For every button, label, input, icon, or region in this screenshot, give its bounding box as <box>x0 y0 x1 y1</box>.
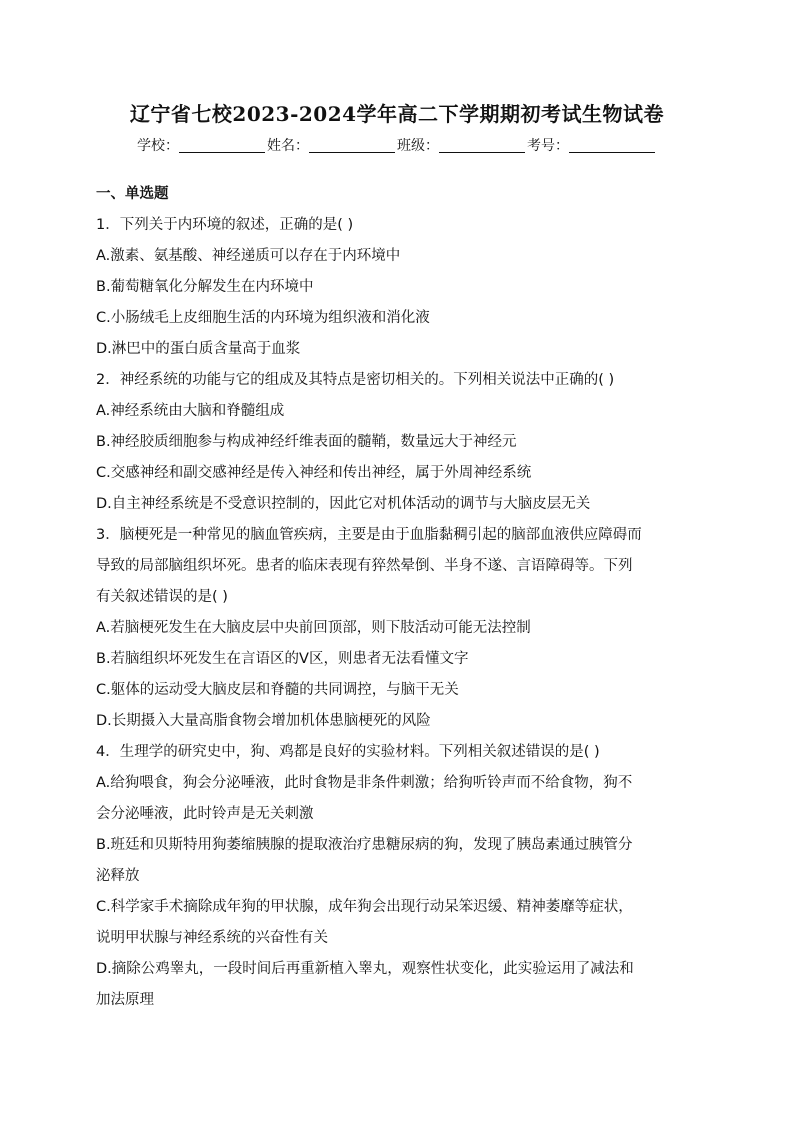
question-stem-line: 3．脑梗死是一种常见的脑血管疾病，主要是由于血脂黏稠引起的脑部血液供应障碍而 <box>96 527 642 543</box>
option-c-line: C.科学家手术摘除成年狗的甲状腺，成年狗会出现行动呆笨迟缓、精神萎靡等症状， <box>96 899 633 915</box>
question-2 <box>96 365 701 520</box>
option-d[interactable]: D.自主神经系统是不受意识控制的，因此它对机体活动的调节与大脑皮层无关 <box>96 496 591 512</box>
option-b[interactable]: B.神经胶质细胞参与构成神经纤维表面的髓鞘，数量远大于神经元 <box>96 434 517 450</box>
option-a-line: 会分泌唾液，此时铃声是无关刺激 <box>96 806 314 822</box>
option-d[interactable] <box>96 954 701 1016</box>
option-d[interactable]: D.淋巴中的蛋白质含量高于血浆 <box>96 341 301 357</box>
option-c[interactable]: C.交感神经和副交感神经是传入神经和传出神经，属于外周神经系统 <box>96 465 532 481</box>
option-b-line: B.班廷和贝斯特用狗萎缩胰腺的提取液治疗患糖尿病的狗，发现了胰岛素通过胰管分 <box>96 837 633 853</box>
question-stem-line: 导致的局部脑组织坏死。患者的临床表现有猝然晕倒、半身不遂、言语障碍等。下列 <box>96 558 633 574</box>
question-3 <box>96 520 701 737</box>
option-a-line: A.给狗喂食，狗会分泌唾液，此时食物是非条件刺激；给狗听铃声而不给食物，狗不 <box>96 775 633 791</box>
question-4 <box>96 737 701 1016</box>
option-c[interactable]: C.躯体的运动受大脑皮层和脊髓的共同调控，与脑干无关 <box>96 682 459 698</box>
question-stem-line: 4．生理学的研究史中，狗、鸡都是良好的实验材料。下列相关叙述错误的是( ) <box>96 744 600 760</box>
number-label: 考号： <box>527 138 569 154</box>
class-blank[interactable] <box>439 138 525 153</box>
student-info-line <box>0 136 794 156</box>
option-a[interactable]: A.若脑梗死发生在大脑皮层中央前回顶部，则下肢活动可能无法控制 <box>96 620 531 636</box>
question-1 <box>96 210 701 365</box>
option-d[interactable]: D.长期摄入大量高脂食物会增加机体患脑梗死的风险 <box>96 713 431 729</box>
option-d-line: 加法原理 <box>96 992 154 1008</box>
question-stem-line: 2．神经系统的功能与它的组成及其特点是密切相关的。下列相关说法中正确的( ) <box>96 372 615 388</box>
class-label: 班级： <box>397 138 439 154</box>
name-label: 姓名： <box>267 138 309 154</box>
option-a[interactable]: A.激素、氨基酸、神经递质可以存在于内环境中 <box>96 248 401 264</box>
section-title: 一、单选题 <box>96 186 169 202</box>
option-b-line: 泌释放 <box>96 868 140 884</box>
option-b[interactable]: B.葡萄糖氧化分解发生在内环境中 <box>96 279 314 295</box>
question-stem-line: 有关叙述错误的是( ) <box>96 589 228 605</box>
question-stem-line: 1．下列关于内环境的叙述，正确的是( ) <box>96 217 354 233</box>
option-c[interactable] <box>96 892 701 954</box>
option-d-line: D.摘除公鸡睾丸，一段时间后再重新植入睾丸，观察性状变化，此实验运用了减法和 <box>96 961 634 977</box>
option-c[interactable]: C.小肠绒毛上皮细胞生活的内环境为组织液和消化液 <box>96 310 430 326</box>
option-c-line: 说明甲状腺与神经系统的兴奋性有关 <box>96 930 328 946</box>
option-a[interactable]: A.神经系统由大脑和脊髓组成 <box>96 403 285 419</box>
questions-area <box>96 179 701 1016</box>
option-a[interactable] <box>96 768 701 830</box>
name-blank[interactable] <box>309 138 395 153</box>
number-blank[interactable] <box>569 138 655 153</box>
school-blank[interactable] <box>179 138 265 153</box>
school-label: 学校： <box>137 138 179 154</box>
option-b[interactable]: B.若脑组织坏死发生在言语区的V区，则患者无法看懂文字 <box>96 651 469 667</box>
exam-title: 辽宁省七校2023-2024学年高二下学期期初考试生物试卷 <box>129 102 665 126</box>
option-b[interactable] <box>96 830 701 892</box>
